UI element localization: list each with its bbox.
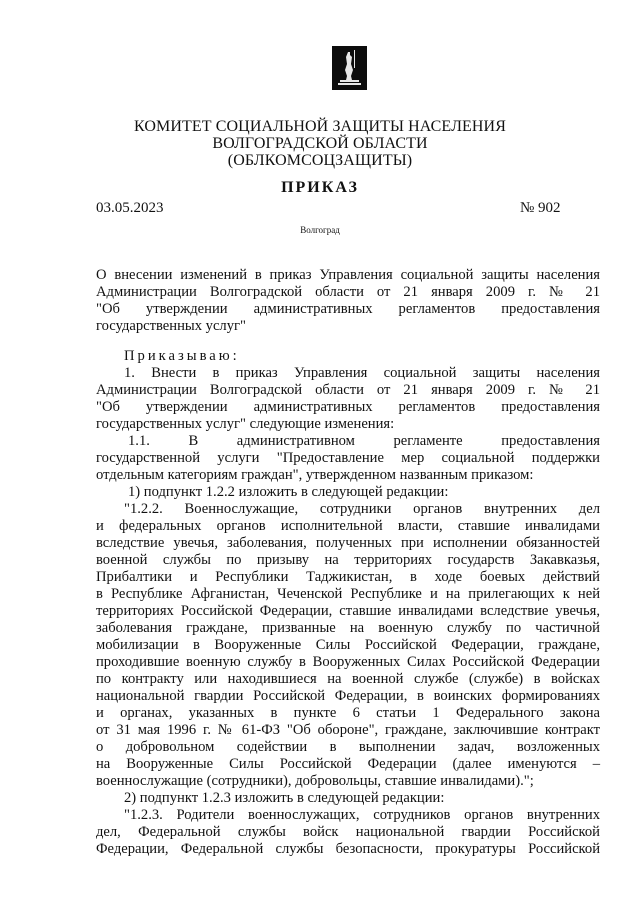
body-line: отдельным категориям граждан", утвержденном названным приказом: — [96, 467, 534, 483]
committee-name-line1: КОМИТЕТ СОЦИАЛЬНОЙ ЗАЩИТЫ НАСЕЛЕНИЯ — [134, 118, 506, 135]
body-line: Прибалтики и Республики Таджикистан, в ходе боевых действий — [96, 569, 600, 585]
body-line: 1. Внести в приказ Управления социальной защиты населения — [124, 365, 600, 381]
subject-line: Администрации Волгоградской области от 21 января 2009 г. № 21 — [96, 284, 600, 300]
body-line: Федерации, Федеральной службы безопасности, прокуратуры Российской — [96, 841, 600, 857]
body-line: территориях Российской Федерации, ставшие инвалидами вследствие увечья, — [96, 603, 600, 619]
committee-name-line2: ВОЛГОГРАДСКОЙ ОБЛАСТИ — [212, 135, 428, 152]
body-line: "1.2.3. Родители военнослужащих, сотрудников органов внутренних — [124, 807, 600, 823]
document-title: ПРИКАЗ — [281, 179, 359, 196]
document-number: № 902 — [520, 200, 561, 216]
body-line: и органах, указанных в пункте 6 статьи 1 Федерального закона — [96, 705, 600, 721]
body-line: государственных услуг" следующие изменения: — [96, 416, 395, 432]
body-line: по контракту или находившиеся на военной службе (службе) в войсках — [96, 671, 600, 687]
body-line: 2) подпункт 1.2.3 изложить в следующей редакции: — [124, 790, 445, 806]
body-line: проходившие военную службу в Вооруженных Силах Российской Федерации — [96, 654, 600, 670]
body-line: национальной гвардии Российской Федерации, в воинских формированиях — [96, 688, 600, 704]
body-line: 1) подпункт 1.2.2 изложить в следующей редакции: — [128, 484, 449, 500]
body-line: от 31 мая 1996 г. № 61-ФЗ "Об обороне", граждане, заключившие контракт — [96, 722, 600, 738]
body-line: на Вооруженные Силы Российской Федерации (далее именуются – — [96, 756, 600, 772]
body-line: заболевания граждане, призванные на военную службу по частичной — [96, 620, 600, 636]
body-line: военной службы по призыву на территориях государств Закавказья, — [96, 552, 600, 568]
order-word: Приказываю: — [124, 348, 240, 364]
subject-line: "Об утверждении административных регламентов предоставления — [96, 301, 600, 317]
body-line: и федеральных органов исполнительной власти, ставшие инвалидами — [96, 518, 600, 534]
body-line: "1.2.2. Военнослужащие, сотрудники органов внутренних дел — [124, 501, 600, 517]
body-line: государственной услуги "Предоставление мер социальной поддержки — [96, 450, 600, 466]
volgograd-emblem-icon — [332, 46, 367, 90]
document-date: 03.05.2023 — [96, 200, 164, 216]
subject-line: государственных услуг" — [96, 318, 246, 334]
body-line: Администрации Волгоградской области от 21 января 2009 г. № 21 — [96, 382, 600, 398]
body-line: вследствие увечья, заболевания, полученных при исполнении обязанностей — [96, 535, 600, 551]
document-city: Волгоград — [300, 225, 340, 235]
body-line: военнослужащие (сотрудники), добровольцы, ставшие инвалидами)."; — [96, 773, 534, 789]
body-line: в Республике Афганистан, Чеченской Республике и на прилегающих к ней — [96, 586, 600, 602]
body-line: о добровольном содействии в выполнении задач, возложенных — [96, 739, 600, 755]
committee-name-line3: (ОБЛКОМСОЦЗАЩИТЫ) — [227, 152, 413, 169]
subject-line: О внесении изменений в приказ Управления социальной защиты населения — [96, 267, 600, 283]
body-line: "Об утверждении административных регламентов предоставления — [96, 399, 600, 415]
body-line: мобилизации в Вооруженные Силы Российской Федерации, граждане, — [96, 637, 600, 653]
body-line: дел, Федеральной службы войск национальной гвардии Российской — [96, 824, 600, 840]
body-line: 1.1. В административном регламенте предоставления — [128, 433, 600, 449]
